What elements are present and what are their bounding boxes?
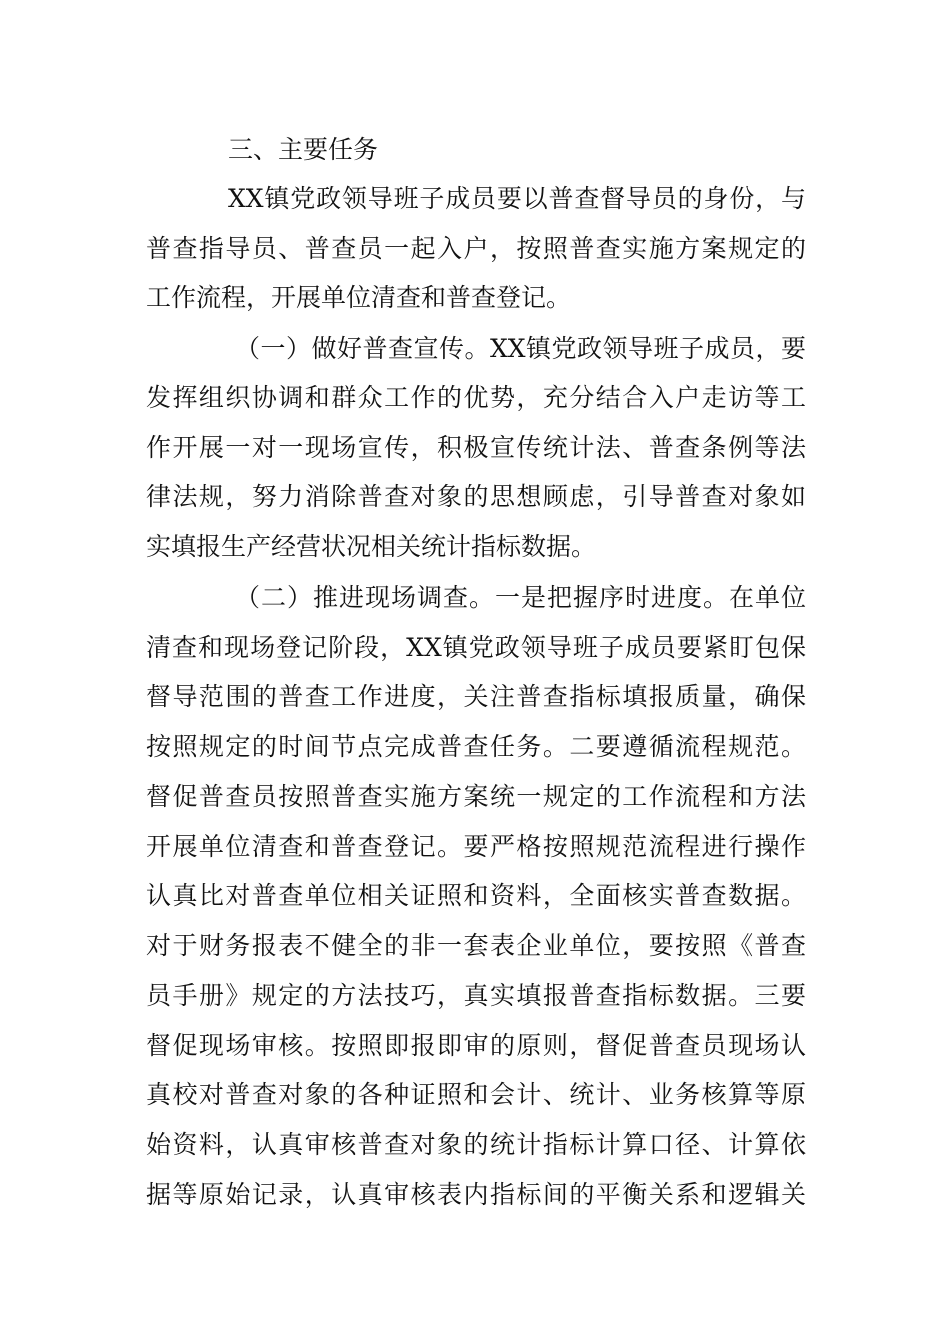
paragraph-line: 真校对普查对象的各种证照和会计、统计、业务核算等原 — [146, 1080, 806, 1109]
paragraph-line: 据等原始记录，认真审核表内指标间的平衡关系和逻辑关 — [146, 1180, 806, 1209]
paragraph-line: （一）做好普查宣传。XX镇党政领导班子成员，要 — [235, 334, 806, 363]
section-heading: 三、主要任务 — [228, 135, 379, 164]
paragraph-line: 开展单位清查和普查登记。要严格按照规范流程进行操作 — [146, 832, 806, 861]
paragraph-line: 对于财务报表不健全的非一套表企业单位，要按照《普查 — [146, 931, 806, 960]
paragraph-line: 工作流程，开展单位清查和普查登记。 — [146, 283, 572, 312]
paragraph-line: （二）推进现场调查。一是把握序时进度。在单位 — [235, 583, 806, 612]
paragraph-line: 督导范围的普查工作进度，关注普查指标填报质量，确保 — [146, 682, 806, 711]
paragraph-line: 作开展一对一现场宣传，积极宣传统计法、普查条例等法 — [146, 433, 806, 462]
paragraph-line: 普查指导员、普查员一起入户，按照普查实施方案规定的 — [146, 234, 806, 263]
paragraph-line: 发挥组织协调和群众工作的优势，充分结合入户走访等工 — [146, 383, 806, 412]
paragraph-line: 督促普查员按照普查实施方案统一规定的工作流程和方法 — [146, 782, 806, 811]
paragraph-line: 律法规，努力消除普查对象的思想顾虑，引导普查对象如 — [146, 482, 806, 511]
paragraph-line: 始资料，认真审核普查对象的统计指标计算口径、计算依 — [146, 1130, 806, 1159]
paragraph-line: 按照规定的时间节点完成普查任务。二要遵循流程规范。 — [146, 732, 806, 761]
paragraph-line: 员手册》规定的方法技巧，真实填报普查指标数据。三要 — [146, 981, 806, 1010]
paragraph-line: 清查和现场登记阶段，XX镇党政领导班子成员要紧盯包保 — [146, 633, 806, 662]
paragraph-line: 督促现场审核。按照即报即审的原则，督促普查员现场认 — [146, 1031, 806, 1060]
paragraph-line: XX镇党政领导班子成员要以普查督导员的身份，与 — [228, 184, 806, 213]
paragraph-line: 实填报生产经营状况相关统计指标数据。 — [146, 532, 597, 561]
paragraph-line: 认真比对普查单位相关证照和资料，全面核实普查数据。 — [146, 881, 806, 910]
